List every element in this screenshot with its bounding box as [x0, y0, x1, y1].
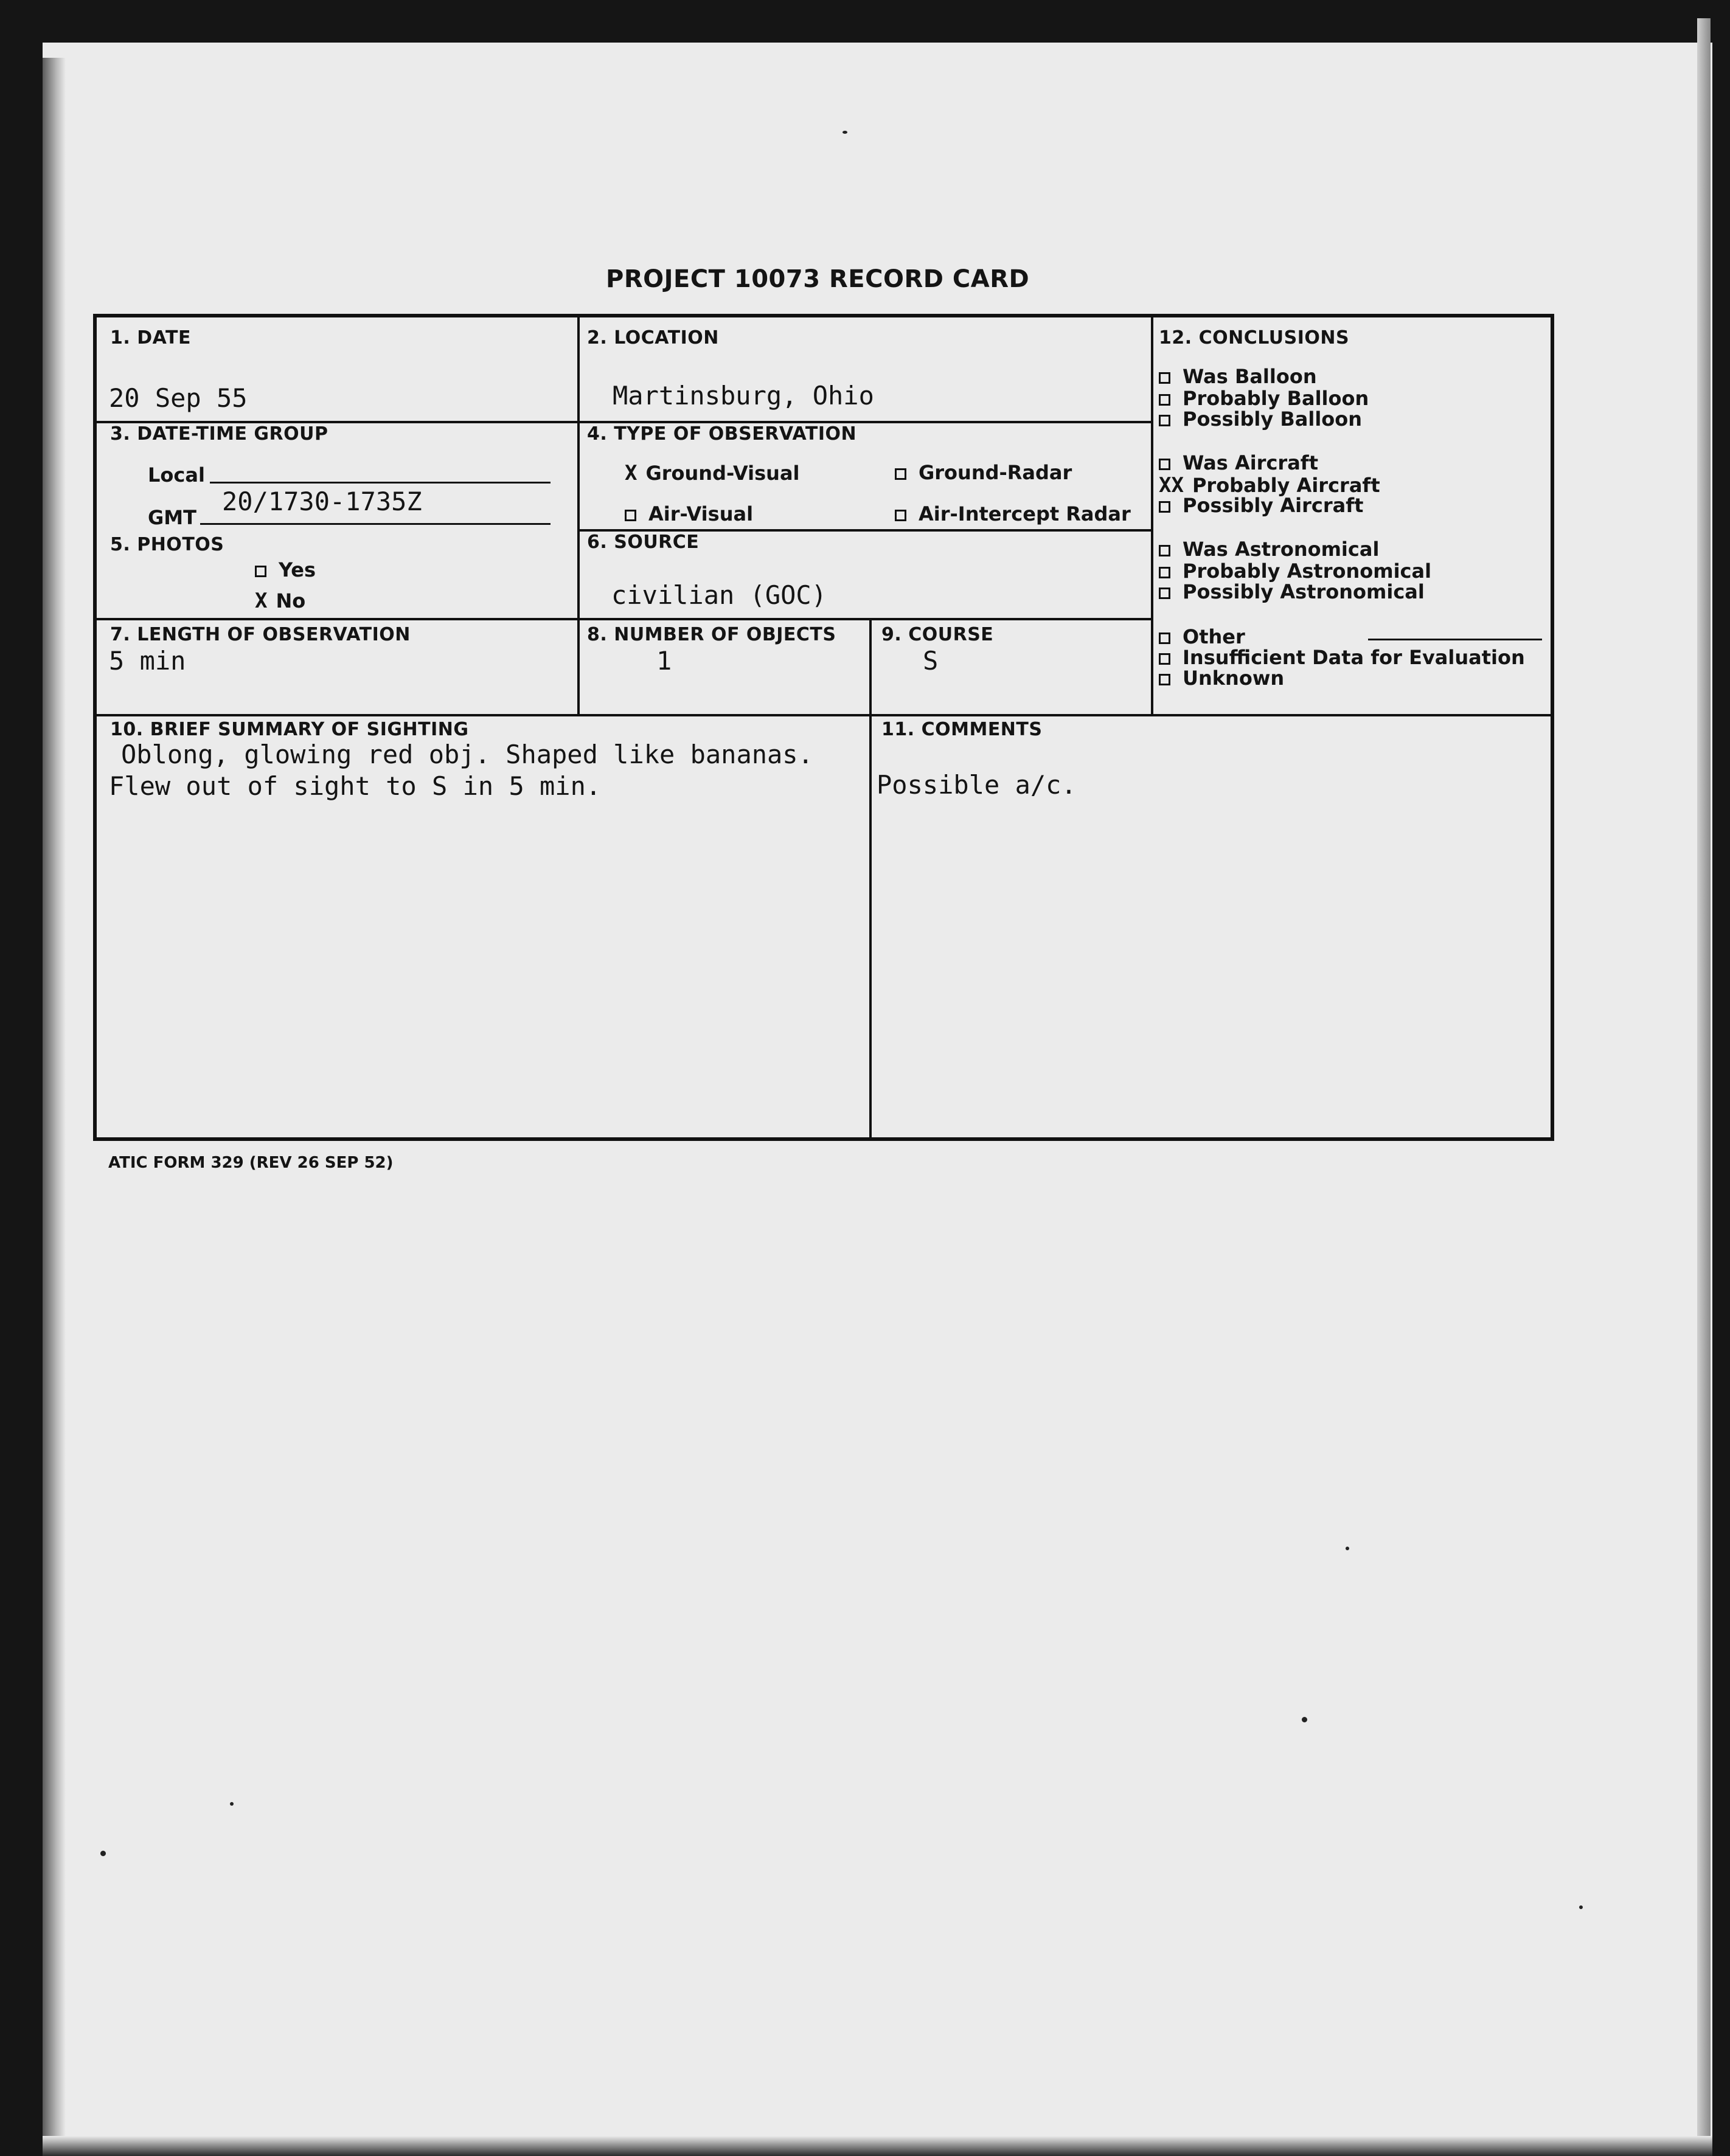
course-label: 9. COURSE: [881, 624, 994, 645]
type-of-observation-option-label: Ground-Visual: [645, 462, 800, 485]
type-of-observation-option-label: Air-Intercept Radar: [919, 502, 1131, 525]
conclusions-option-label: Other: [1183, 625, 1245, 648]
type-of-observation-option-label: Ground-Radar: [919, 461, 1072, 484]
gmt-label: GMT: [148, 506, 196, 529]
conclusions-option-label: Was Aircraft: [1183, 451, 1319, 474]
checkbox-icon[interactable]: [1159, 501, 1170, 513]
checkbox-icon[interactable]: [1159, 394, 1170, 406]
type-of-observation-option: [895, 461, 1072, 484]
checkbox-icon[interactable]: [1159, 653, 1170, 665]
dust-speck: [1302, 1717, 1307, 1722]
course-value: S: [923, 646, 939, 676]
page-shadow-right: [1697, 18, 1711, 2156]
date-value: 20 Sep 55: [109, 383, 248, 413]
dust-speck: [1579, 1905, 1583, 1909]
photos-label: 5. PHOTOS: [110, 534, 224, 555]
type-of-observation-option-label: Air-Visual: [648, 502, 754, 525]
photos-option: [255, 589, 305, 613]
checkbox-icon[interactable]: [895, 468, 906, 480]
length-of-observation-label: 7. LENGTH OF OBSERVATION: [110, 624, 411, 645]
page-shadow-left: [43, 58, 66, 2156]
divider-col-2: [1151, 317, 1153, 715]
dust-speck: [842, 131, 847, 134]
conclusions-option: [1159, 580, 1425, 603]
gmt-underline: [200, 523, 551, 525]
conclusions-option-label: Probably Astronomical: [1183, 560, 1432, 583]
length-of-observation-value: 5 min: [109, 646, 186, 676]
number-of-objects-label: 8. NUMBER OF OBJECTS: [587, 624, 836, 645]
photos-option-label: No: [276, 589, 306, 612]
checkmark-x-icon[interactable]: X: [625, 461, 637, 485]
conclusions-option-label: Unknown: [1183, 667, 1285, 690]
conclusions-option: [1159, 625, 1245, 648]
conclusions-option: [1159, 407, 1362, 431]
conclusions-option-label: Was Astronomical: [1183, 538, 1380, 561]
conclusions-option-label: Probably Aircraft: [1192, 474, 1380, 497]
conclusions-option-label: Possibly Aircraft: [1183, 494, 1364, 517]
divider-col-3: [869, 618, 872, 1141]
summary-label: 10. BRIEF SUMMARY OF SIGHTING: [110, 719, 469, 740]
other-underline: [1368, 639, 1542, 640]
dust-speck: [230, 1802, 234, 1806]
location-label: 2. LOCATION: [587, 327, 719, 348]
comments-label: 11. COMMENTS: [881, 719, 1043, 740]
checkmark-x-icon[interactable]: XX: [1159, 473, 1184, 497]
gmt-value: 20/1730-1735Z: [222, 487, 422, 516]
conclusions-option: [1159, 387, 1369, 410]
divider-row-2b: [97, 618, 1152, 620]
dust-speck: [1346, 1547, 1349, 1550]
checkbox-icon[interactable]: [1159, 545, 1170, 556]
comments-value: Possible a/c.: [877, 770, 1077, 800]
checkbox-icon[interactable]: [1159, 588, 1170, 599]
conclusions-option: [1159, 451, 1318, 474]
conclusions-label: 12. CONCLUSIONS: [1159, 327, 1350, 348]
local-time-underline: [210, 482, 551, 484]
date-time-group-label: 3. DATE-TIME GROUP: [110, 423, 328, 445]
conclusions-option-label: Was Balloon: [1183, 365, 1317, 388]
conclusions-option: [1159, 646, 1525, 669]
type-of-observation-option: [625, 461, 800, 485]
type-of-observation-option: [625, 502, 753, 525]
source-value: civilian (GOC): [611, 580, 827, 610]
source-label: 6. SOURCE: [587, 532, 700, 553]
summary-line-2: Flew out of sight to S in 5 min.: [109, 771, 602, 801]
checkbox-icon[interactable]: [895, 510, 906, 521]
checkmark-x-icon[interactable]: X: [255, 589, 268, 613]
photos-option: [255, 558, 316, 581]
conclusions-option-label: Possibly Balloon: [1183, 407, 1363, 431]
summary-line-1: Oblong, glowing red obj. Shaped like bananas.: [121, 740, 813, 769]
checkbox-icon[interactable]: [1159, 459, 1170, 470]
photos-option-label: Yes: [279, 558, 316, 581]
dust-speck: [100, 1851, 106, 1856]
conclusions-option: [1159, 365, 1317, 388]
type-of-observation-label: 4. TYPE OF OBSERVATION: [587, 423, 857, 445]
divider-col-1: [577, 317, 580, 715]
checkbox-icon[interactable]: [255, 566, 266, 577]
conclusions-option: [1159, 494, 1363, 517]
conclusions-option: [1159, 667, 1284, 690]
conclusions-option: [1159, 538, 1379, 561]
conclusions-option: [1159, 560, 1431, 583]
form-footer: ATIC FORM 329 (REV 26 SEP 52): [108, 1154, 394, 1172]
local-time-label: Local: [148, 463, 205, 487]
number-of-objects-value: 1: [656, 646, 672, 676]
checkbox-icon[interactable]: [1159, 633, 1170, 644]
location-value: Martinsburg, Ohio: [613, 381, 874, 411]
checkbox-icon[interactable]: [1159, 415, 1170, 426]
divider-row-3: [97, 714, 1551, 716]
conclusions-option-label: Probably Balloon: [1183, 387, 1369, 410]
card-title: PROJECT 10073 RECORD CARD: [606, 265, 1030, 293]
conclusions-option-label: Possibly Astronomical: [1183, 580, 1425, 603]
checkbox-icon[interactable]: [1159, 567, 1170, 578]
checkbox-icon[interactable]: [1159, 372, 1170, 384]
type-of-observation-option: [895, 502, 1131, 525]
checkbox-icon[interactable]: [1159, 674, 1170, 685]
checkbox-icon[interactable]: [625, 510, 636, 521]
conclusions-option-label: Insufficient Data for Evaluation: [1183, 646, 1525, 669]
record-card: [93, 314, 1554, 1141]
date-label: 1. DATE: [110, 327, 191, 348]
page-shadow-bottom: [43, 2136, 1712, 2156]
